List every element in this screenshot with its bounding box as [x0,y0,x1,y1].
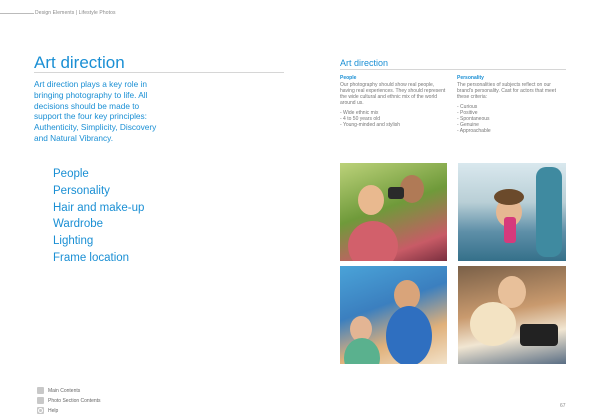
personality-criterion: - Positive [457,110,478,116]
list-icon [37,397,44,404]
people-criterion: - Young-minded and stylish [340,122,401,128]
personality-criterion: - Curious [457,104,478,110]
topic-hair-makeup[interactable]: Hair and make-up [53,201,145,214]
topic-lighting[interactable]: Lighting [53,235,94,248]
photo-section-contents-link[interactable] [37,396,101,405]
topic-frame-location[interactable]: Frame location [53,251,130,264]
footer-navigation [37,386,101,416]
people-heading: People [340,75,357,81]
main-contents-link[interactable] [37,386,101,395]
main-contents-label: Main Contents [48,387,81,394]
photo-section-contents-label: Photo Section Contents [48,397,101,404]
topic-people[interactable]: People [53,168,89,180]
personality-criterion: - Genuine [457,122,479,128]
personality-criterion: - Spontaneous [457,116,490,122]
topic-wardrobe[interactable]: Wardrobe [53,218,104,231]
personality-heading: Personality [457,75,484,81]
personality-criteria [457,104,567,134]
help-icon [37,407,44,414]
people-criteria [340,110,450,128]
photo-boys-pointing [340,266,447,364]
topic-list [53,166,144,267]
photo-girl-puppy [458,266,566,364]
intro-paragraph: Art direction plays a key role in bringing photography to life. All decisions should be made to support the four key principles: Authenticity, Simplicity, Discovery and Natural Vibrancy. [34,79,157,143]
personality-criterion: - Approachable [457,128,491,134]
breadcrumb: Design Elements | Lifestyle Photos [35,10,116,16]
page-number: 67 [560,403,566,409]
people-column [340,75,450,128]
personality-body: The personalities of subjects reflect on our brand's personality. Cast for actors that meet these criteria: [457,82,556,100]
photo-family-camera [340,163,447,261]
help-link[interactable] [37,406,101,415]
home-icon [37,387,44,394]
help-label: Help [48,407,59,414]
page-title: Art direction [34,53,125,72]
photo-girl-drink [458,163,566,261]
people-body: Our photography should show real people, having real experiences. They should represent the wide cultural and ethnic mix of the world around us. [340,82,446,106]
title-divider [34,72,284,73]
topic-personality[interactable]: Personality [53,184,110,197]
people-criterion: - 4 to 50 years old [340,116,381,122]
section-title: Art direction [340,58,389,68]
people-criterion: - Wide ethnic mix [340,110,379,116]
section-divider [340,69,566,70]
header-rule [0,13,34,14]
personality-column [457,75,567,134]
